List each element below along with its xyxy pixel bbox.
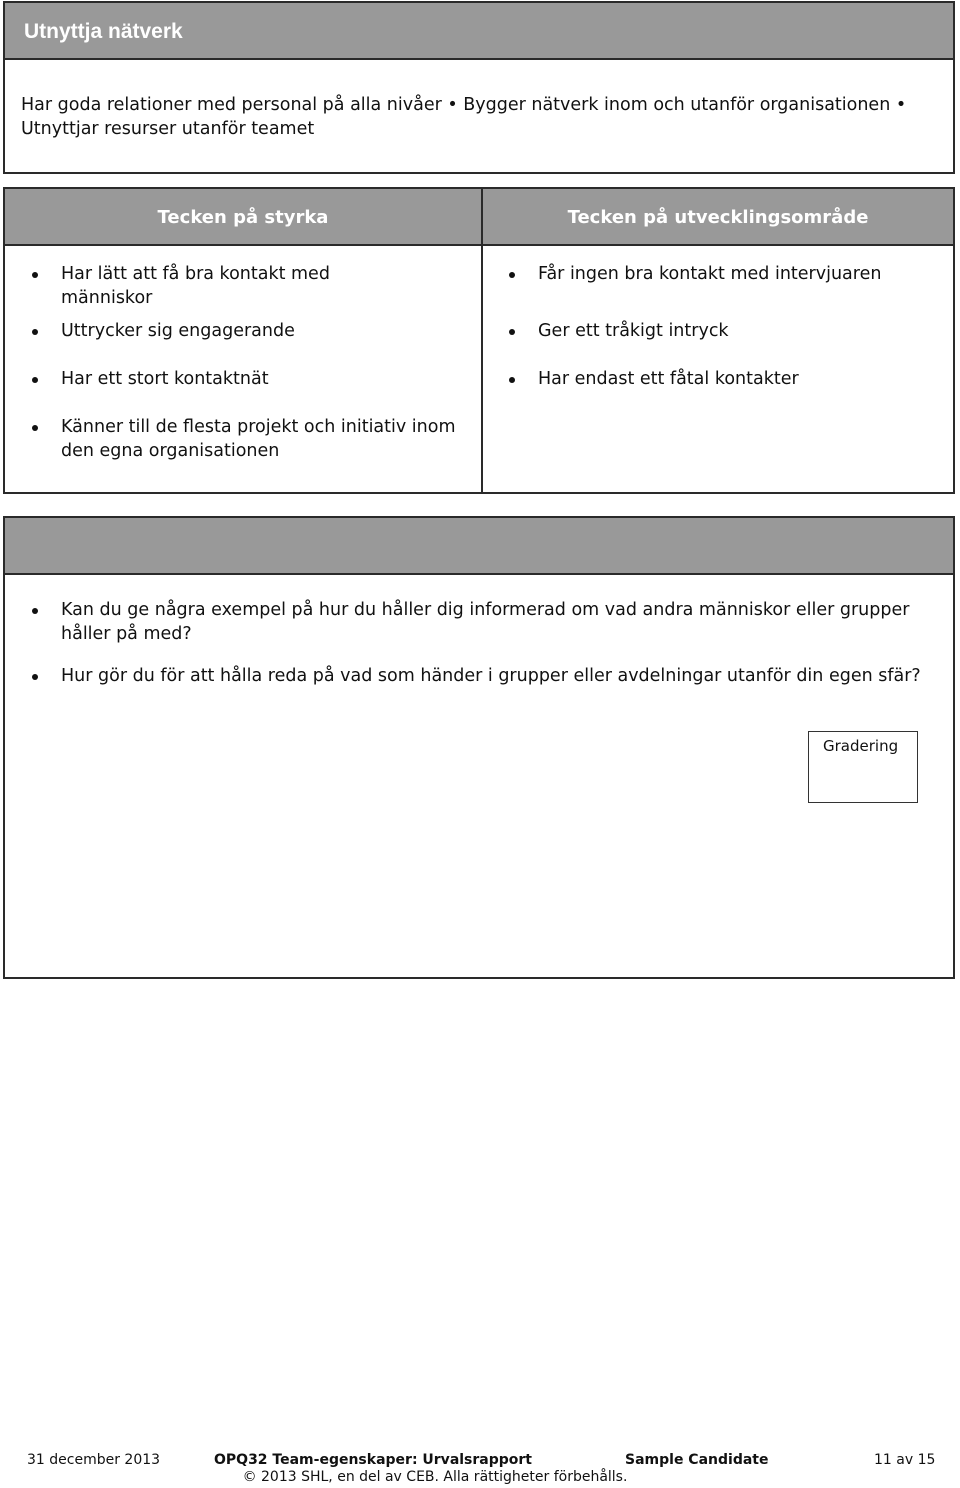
list-item <box>538 262 948 286</box>
bullet-icon <box>32 674 38 680</box>
list-item-text: Har endast ett fåtal kontakter <box>538 369 799 389</box>
footer-date: 31 december 2013 <box>27 1452 161 1468</box>
bullet-icon <box>32 329 38 335</box>
bullet-icon <box>509 272 515 278</box>
bullet-icon <box>32 377 38 383</box>
indicators-table <box>3 187 955 494</box>
list-item <box>538 319 948 343</box>
list-item <box>61 262 391 310</box>
question-text: Hur gör du för att hålla reda på vad som händer i grupper eller avdelningar utanför din egen sfär? <box>61 666 921 686</box>
strengths-heading: Tecken på styrka <box>5 189 481 246</box>
footer-report-title: OPQ32 Team-egenskaper: Urvalsrapport <box>214 1452 533 1468</box>
list-item-text: Känner till de flesta projekt och initiativ inom den egna organisationen <box>61 417 456 461</box>
rating-label: Gradering <box>823 737 899 755</box>
list-item-text: Får ingen bra kontakt med intervjuaren <box>538 264 882 284</box>
list-item-text: Uttrycker sig engagerande <box>61 321 295 341</box>
list-item-text: Har lätt att få bra kontakt med människor <box>61 264 330 308</box>
list-item <box>61 319 461 343</box>
question-item <box>61 664 941 688</box>
question-text: Kan du ge några exempel på hur du håller dig informerad om vad andra människor eller grupper håller på med? <box>61 600 910 644</box>
list-item-text: Ger ett tråkigt intryck <box>538 321 729 341</box>
questions-header-bar <box>5 518 953 575</box>
bullet-icon <box>32 272 38 278</box>
section-description: Har goda relationer med personal på alla nivåer • Bygger nätverk inom och utanför organisationen • Utnyttjar resurser utanför teamet <box>21 95 907 139</box>
bullet-icon <box>509 329 515 335</box>
list-item-text: Har ett stort kontaktnät <box>61 369 269 389</box>
footer-candidate: Sample Candidate <box>625 1452 769 1468</box>
development-column <box>483 189 953 492</box>
bullet-icon <box>32 425 38 431</box>
section-title: Utnyttja nätverk <box>24 20 183 43</box>
list-item <box>61 415 461 463</box>
section-header-bar <box>5 3 953 60</box>
strengths-column <box>5 189 483 492</box>
competency-section <box>3 1 955 174</box>
footer-page-number: 11 av 15 <box>874 1452 936 1468</box>
bullet-icon <box>509 377 515 383</box>
development-heading: Tecken på utvecklingsområde <box>483 189 953 246</box>
list-item <box>538 367 948 391</box>
interview-questions-box <box>3 516 955 979</box>
footer-copyright: © 2013 SHL, en del av CEB. Alla rättigheter förbehålls. <box>242 1469 628 1485</box>
bullet-icon <box>32 608 38 614</box>
question-item <box>61 598 941 646</box>
list-item <box>61 367 461 391</box>
rating-box[interactable] <box>808 731 918 803</box>
